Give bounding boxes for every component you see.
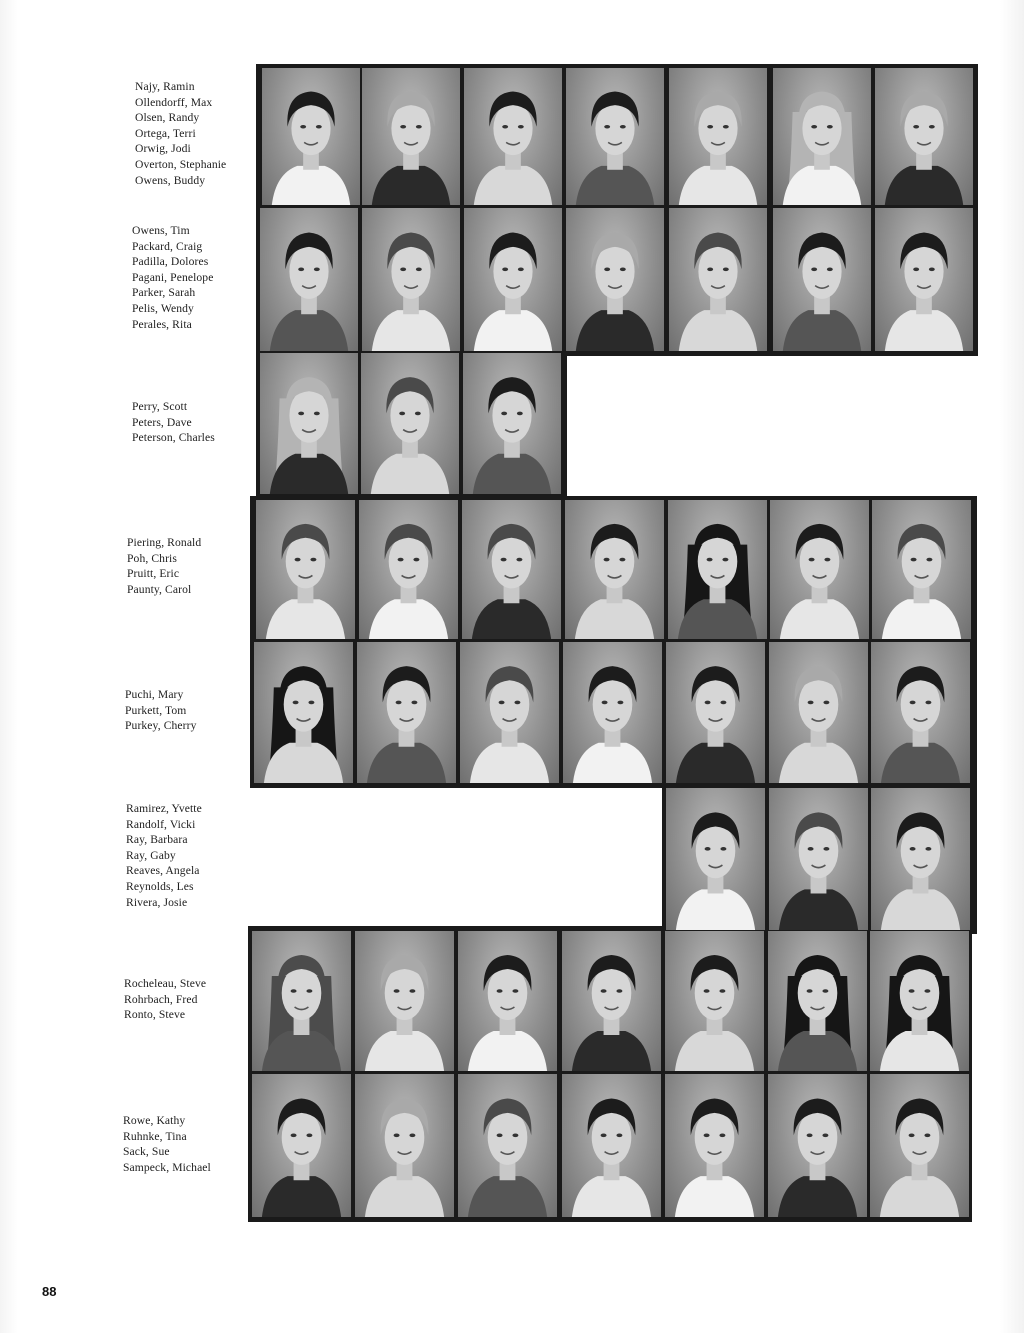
student-name: Perales, Rita bbox=[132, 317, 192, 331]
student-portrait bbox=[871, 788, 970, 930]
student-name: Perry, Scott bbox=[132, 400, 188, 413]
student-portrait bbox=[666, 788, 765, 930]
student-name: Sampeck, Michael bbox=[123, 1160, 211, 1174]
student-name: Ortega, Terri bbox=[135, 126, 196, 140]
student-name: Overton, Stephanie bbox=[135, 157, 227, 171]
student-portrait bbox=[262, 68, 360, 205]
student-portrait bbox=[464, 208, 562, 351]
student-name: Najy, Ramin bbox=[135, 80, 195, 93]
student-portrait bbox=[362, 208, 460, 351]
student-portrait bbox=[871, 642, 970, 783]
student-name: Pruitt, Eric bbox=[127, 567, 180, 581]
student-portrait bbox=[875, 68, 973, 205]
student-portrait bbox=[768, 931, 867, 1071]
name-list-group-6 bbox=[126, 801, 376, 910]
student-name: Ramirez, Yvette bbox=[126, 802, 202, 815]
student-portrait bbox=[562, 1074, 661, 1217]
student-name: Pelis, Wendy bbox=[132, 301, 194, 315]
student-name: Packard, Craig bbox=[132, 239, 203, 253]
student-portrait bbox=[462, 500, 561, 639]
student-portrait bbox=[666, 642, 765, 783]
student-name: Paunty, Carol bbox=[127, 582, 192, 596]
student-name: Piering, Ronald bbox=[127, 536, 202, 549]
student-portrait bbox=[773, 68, 871, 205]
student-name: Purkey, Cherry bbox=[125, 719, 197, 733]
student-name: Peterson, Charles bbox=[132, 431, 215, 445]
student-portrait bbox=[357, 642, 456, 783]
student-name: Peters, Dave bbox=[132, 415, 192, 429]
student-name: Ray, Barbara bbox=[126, 833, 188, 847]
student-name: Pagani, Penelope bbox=[132, 270, 214, 284]
student-name: Reaves, Angela bbox=[126, 864, 200, 878]
student-portrait bbox=[870, 931, 969, 1071]
student-name: Sack, Sue bbox=[123, 1145, 170, 1159]
page-number: 88 bbox=[42, 1284, 57, 1299]
student-portrait bbox=[254, 642, 353, 783]
student-portrait bbox=[565, 500, 664, 639]
student-portrait bbox=[260, 353, 358, 494]
student-name: Ollendorff, Max bbox=[135, 95, 213, 109]
student-portrait bbox=[665, 1074, 764, 1217]
student-portrait bbox=[669, 208, 767, 351]
student-portrait bbox=[252, 1074, 351, 1217]
student-name: Reynolds, Les bbox=[126, 879, 194, 893]
student-name: Parker, Sarah bbox=[132, 286, 196, 300]
student-portrait bbox=[361, 353, 459, 494]
student-portrait bbox=[669, 68, 767, 205]
student-portrait bbox=[562, 931, 661, 1071]
student-portrait bbox=[362, 68, 460, 205]
student-portrait bbox=[464, 68, 562, 205]
student-portrait bbox=[769, 642, 868, 783]
student-name: Purkett, Tom bbox=[125, 703, 187, 717]
student-portrait bbox=[770, 500, 869, 639]
student-portrait bbox=[768, 1074, 867, 1217]
student-name: Rocheleau, Steve bbox=[124, 977, 207, 990]
student-name: Orwig, Jodi bbox=[135, 142, 191, 156]
student-portrait bbox=[260, 208, 358, 351]
student-name: Olsen, Randy bbox=[135, 111, 200, 125]
student-portrait bbox=[665, 931, 764, 1071]
student-name: Puchi, Mary bbox=[125, 688, 184, 701]
student-name: Owens, Tim bbox=[132, 224, 190, 237]
student-name: Ray, Gaby bbox=[126, 848, 176, 862]
student-portrait bbox=[359, 500, 458, 639]
student-portrait bbox=[769, 788, 868, 930]
student-portrait bbox=[875, 208, 973, 351]
student-name: Rivera, Josie bbox=[126, 895, 188, 909]
student-portrait bbox=[463, 353, 561, 494]
student-portrait bbox=[870, 1074, 969, 1217]
student-name: Randolf, Vicki bbox=[126, 817, 196, 831]
student-portrait bbox=[773, 208, 871, 351]
student-portrait bbox=[252, 931, 351, 1071]
student-portrait bbox=[872, 500, 971, 639]
student-portrait bbox=[563, 642, 662, 783]
student-portrait bbox=[566, 208, 664, 351]
student-portrait bbox=[355, 931, 454, 1071]
student-name: Rohrbach, Fred bbox=[124, 992, 198, 1006]
student-name: Ruhnke, Tina bbox=[123, 1129, 187, 1143]
student-portrait bbox=[458, 931, 557, 1071]
student-name: Ronto, Steve bbox=[124, 1008, 186, 1022]
student-name: Poh, Chris bbox=[127, 551, 177, 565]
student-name: Owens, Buddy bbox=[135, 173, 206, 187]
student-portrait bbox=[256, 500, 355, 639]
student-portrait bbox=[668, 500, 767, 639]
student-portrait bbox=[460, 642, 559, 783]
student-portrait bbox=[355, 1074, 454, 1217]
student-portrait bbox=[566, 68, 664, 205]
student-portrait bbox=[458, 1074, 557, 1217]
student-name: Padilla, Dolores bbox=[132, 255, 209, 269]
student-name: Rowe, Kathy bbox=[123, 1114, 186, 1127]
